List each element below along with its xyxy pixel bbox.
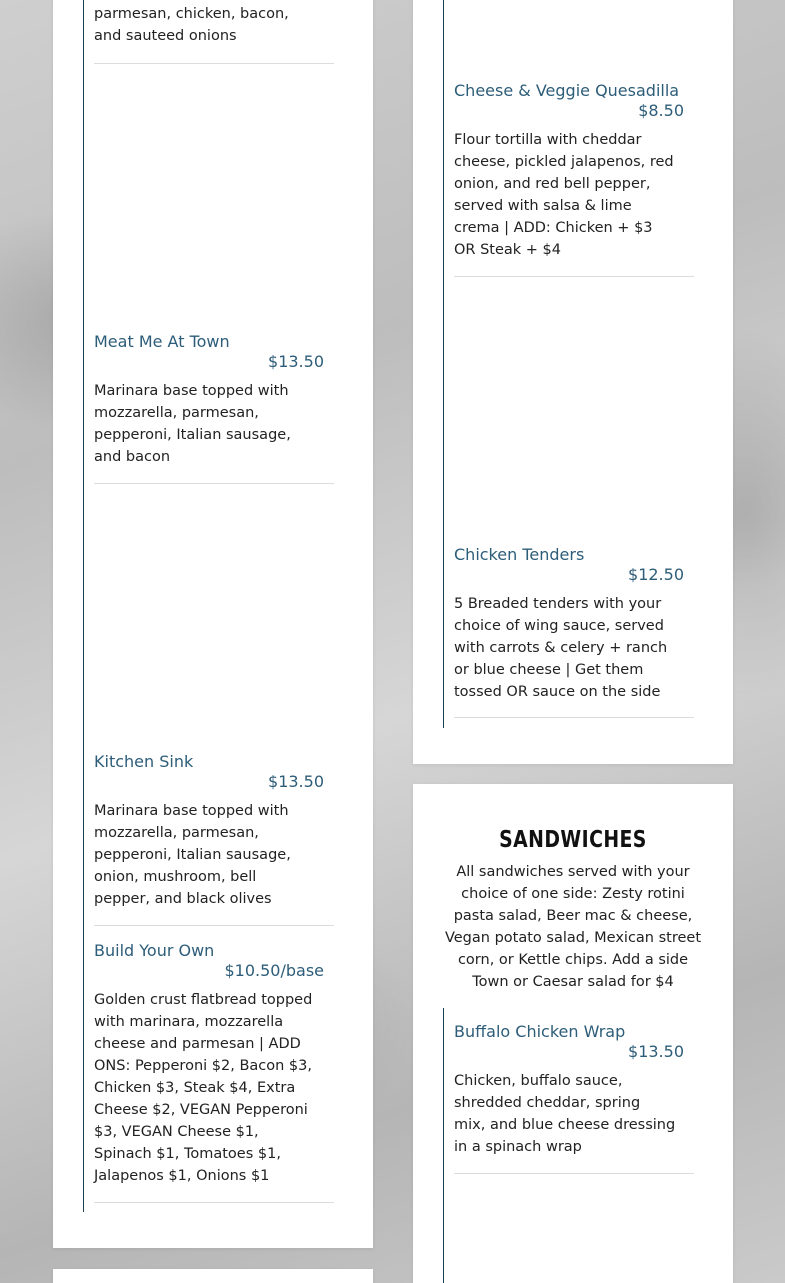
menu-item-partial [94, 3, 334, 47]
section-intro: All sandwiches served with your choice of one side: Zesty rotini pasta salad, Beer mac & cheese, Vegan potato salad, Mexican street corn, or Kettle chips. Add a side Town or Caesar salad for $4 [444, 864, 702, 990]
menu-item-buffalo-chicken-wrap [454, 1022, 694, 1158]
item-name: Meat Me At Town [94, 332, 230, 351]
item-description: Golden crust flatbread topped with marinara, mozzarella cheese and parmesan | ADD ONS: Pepperoni $2, Bacon $3, Chicken $3, Steak $4, Extra Cheese $2, VEGAN Pepperoni $3, VEGAN Cheese $1, Spinach $1, Tomatoes $1, Jalapenos $1, Onions $1 [94, 992, 313, 1184]
menu-card-left-next [53, 1269, 373, 1283]
item-price: $8.50 [638, 101, 684, 120]
item-price: $13.50 [628, 1042, 684, 1061]
menu-item-chicken-tenders [454, 545, 694, 703]
item-divider [94, 63, 334, 64]
item-description: Chicken, buffalo sauce, shredded cheddar, spring mix, and blue cheese dressing in a spinach wrap [454, 1073, 676, 1155]
item-divider [454, 717, 694, 718]
menu-card-right [413, 0, 733, 764]
item-name: Cheese & Veggie Quesadilla [454, 81, 680, 100]
menu-item-build-your-own [94, 941, 334, 1187]
menu-item-meat-me-at-town [94, 332, 334, 468]
menu-item-cheese-veggie-quesadilla [454, 81, 694, 261]
item-divider [454, 276, 694, 277]
item-name: Buffalo Chicken Wrap [454, 1022, 626, 1041]
item-price: $12.50 [628, 565, 684, 584]
item-name: Kitchen Sink [94, 752, 194, 771]
item-description: Flour tortilla with cheddar cheese, pickled jalapenos, red onion, and red bell pepper, served with salsa & lime crema | ADD: Chicken + $3 OR Steak + $4 [454, 132, 674, 258]
menu-card-left [53, 0, 373, 1248]
item-price: $13.50 [268, 772, 324, 791]
menu-column-rule [443, 0, 444, 728]
item-description: parmesan, chicken, bacon, and sauteed onions [94, 6, 289, 44]
menu-column-rule [443, 1008, 444, 1283]
item-name: Chicken Tenders [454, 545, 585, 564]
item-divider [94, 483, 334, 484]
menu-item-kitchen-sink [94, 752, 334, 910]
item-divider [94, 925, 334, 926]
item-description: 5 Breaded tenders with your choice of wing sauce, served with carrots & celery + ranch or blue cheese | Get them tossed OR sauce on the side [454, 596, 668, 700]
item-divider [94, 1202, 334, 1203]
item-name: Build Your Own [94, 941, 215, 960]
menu-card-sandwiches [413, 784, 733, 1283]
section-title: SANDWICHES [499, 827, 647, 853]
menu-column-rule [83, 0, 84, 1212]
item-price: $13.50 [268, 352, 324, 371]
item-price: $10.50/base [224, 961, 324, 980]
item-divider [454, 1173, 694, 1174]
item-description: Marinara base topped with mozzarella, parmesan, pepperoni, Italian sausage, and bacon [94, 383, 291, 465]
item-description: Marinara base topped with mozzarella, parmesan, pepperoni, Italian sausage, onion, mushroom, bell pepper, and black olives [94, 803, 291, 907]
